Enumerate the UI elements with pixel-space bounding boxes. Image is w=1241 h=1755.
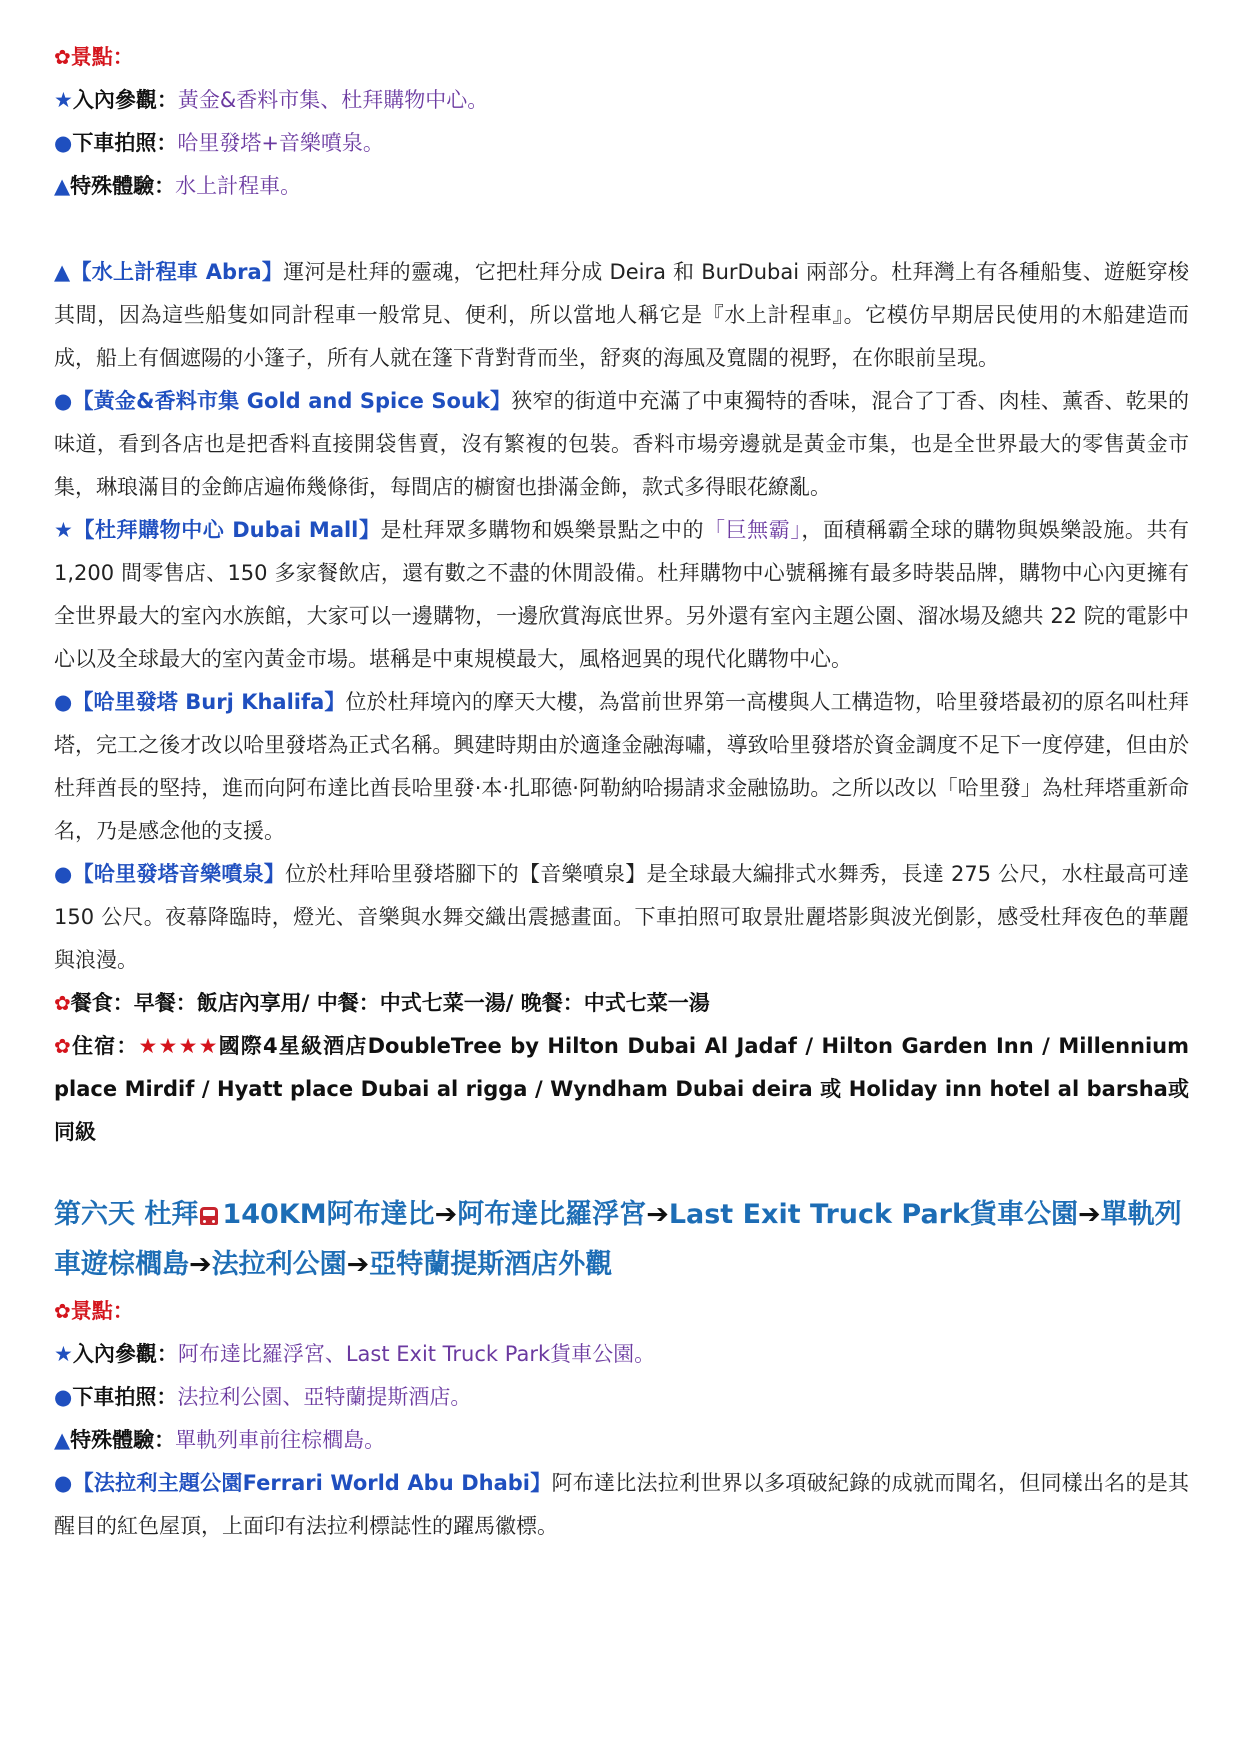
dot-icon: ● — [54, 131, 73, 155]
dot-icon: ● — [54, 1471, 73, 1495]
flower-icon: ✿ — [54, 1034, 72, 1058]
triangle-icon: ▲ — [54, 260, 71, 284]
triangle-icon: ▲ — [54, 1428, 71, 1452]
spacer — [54, 208, 1189, 251]
day6-title: 第六天 杜拜 140KM阿布達比➔阿布達比羅浮宮➔Last Exit Truck Park貨車公園➔單軌列車遊棕櫚島➔法拉利公園➔亞特蘭提斯酒店外觀 — [54, 1199, 1182, 1280]
special-line: ▲特殊體驗：水上計程車。 — [54, 174, 302, 198]
triangle-icon: ▲ — [54, 174, 71, 198]
flower-icon: ✿ — [54, 991, 71, 1015]
arrow-icon: ➔ — [646, 1199, 669, 1230]
arrow-icon: ➔ — [1077, 1199, 1101, 1230]
arrow-icon: ➔ — [189, 1249, 212, 1280]
dot-icon: ● — [54, 389, 73, 413]
desc-souk: ●【黃金&香料市集 Gold and Spice Souk】狹窄的街道中充滿了中東獨特的香味，混合了丁香、肉桂、薰香、乾果的味道，看到各店也是把香料直接開袋售賣，沒有繁複的包裝。香料市場旁邊就是黃金市集，也是全世界最大的零售黃金市集，琳琅滿目的金飾店遍佈幾條街，每間店的櫥窗也掛滿金飾，款式多得眼花繚亂。 — [54, 389, 1190, 499]
attractions-heading: ✿景點： — [54, 45, 134, 69]
star-icon: ★ — [54, 518, 74, 542]
star-rating: ★★★★ — [138, 1034, 219, 1058]
attractions-heading-2: ✿景點： — [54, 1299, 134, 1323]
desc-dubai-mall: ★【杜拜購物中心 Dubai Mall】是杜拜眾多購物和娛樂景點之中的「巨無霸」，面積稱霸全球的購物與娛樂設施。共有 1,200 間零售店、150 多家餐飲店，還有數之不盡的休閒設備。杜拜購物中心號稱擁有最多時裝品牌，購物中心內更擁有全世界最大的室內水族館，大家可以一邊購物，一邊欣賞海底世界。另外還有室內主題公園、溜冰場及總共 22 院的電影中心以及全球最大的室內黃金市場。堪稱是中東規模最大，風格迥異的現代化購物中心。 — [54, 518, 1190, 671]
bus-icon — [200, 1207, 218, 1225]
dot-icon: ● — [54, 1385, 73, 1409]
star-icon: ★ — [54, 88, 73, 112]
arrow-icon: ➔ — [434, 1199, 458, 1230]
star-icon: ★ — [54, 1342, 73, 1366]
arrow-icon: ➔ — [346, 1249, 370, 1280]
meals-line: ✿餐食：早餐：飯店內享用/ 中餐：中式七菜一湯/ 晚餐：中式七菜一湯 — [54, 991, 710, 1015]
photo-line: ●下車拍照：哈里發塔+音樂噴泉。 — [54, 131, 384, 155]
desc-fountain: ●【哈里發塔音樂噴泉】位於杜拜哈里發塔腳下的【音樂噴泉】是全球最大編排式水舞秀，長達 275 公尺，水柱最高可達 150 公尺。夜幕降臨時，燈光、音樂與水舞交織出震撼畫面。下車拍照可取景壯麗塔影與波光倒影，感受杜拜夜色的華麗與浪漫。 — [54, 862, 1190, 972]
flower-icon: ✿ — [54, 45, 71, 69]
desc-burj-khalifa: ●【哈里發塔 Burj Khalifa】位於杜拜境內的摩天大樓，為當前世界第一高樓與人工構造物，哈里發塔最初的原名叫杜拜塔，完工之後才改以哈里發塔為正式名稱。興建時期由於適逢金融海嘯，導致哈里發塔於資金調度不足下一度停建，但由於杜拜酋長的堅持，進而向阿布達比酋長哈里發·本·扎耶德·阿勒納哈揚請求金融協助。之所以改以「哈里發」為杜拜塔重新命名，乃是感念他的支援。 — [54, 690, 1189, 843]
visit-line: ★入內參觀：黃金&香料市集、杜拜購物中心。 — [54, 88, 489, 112]
dot-icon: ● — [54, 862, 73, 886]
desc-ferrari-world: ●【法拉利主題公園Ferrari World Abu Dhabi】阿布達比法拉利世界以多項破紀錄的成就而聞名，但同樣出名的是其醒目的紅色屋頂，上面印有法拉利標誌性的躍馬徽標。 — [54, 1471, 1190, 1538]
dot-icon: ● — [54, 690, 73, 714]
visit-line-2: ★入內參觀：阿布達比羅浮宮、Last Exit Truck Park貨車公園。 — [54, 1342, 656, 1366]
desc-abra: ▲【水上計程車 Abra】運河是杜拜的靈魂，它把杜拜分成 Deira 和 BurDubai 兩部分。杜拜灣上有各種船隻、遊艇穿梭其間，因為這些船隻如同計程車一般常見、便利，所以當地人稱它是『水上計程車』。它模仿早期居民使用的木船建造而成，船上有個遮陽的小篷子，所有人就在篷下背對背而坐，舒爽的海風及寬闊的視野，在你眼前呈現。 — [54, 260, 1189, 370]
flower-icon: ✿ — [54, 1299, 71, 1323]
lodging-line: ✿住宿：★★★★國際4星級酒店DoubleTree by Hilton Dubai Al Jadaf / Hilton Garden Inn / Millennium place Mirdif / Hyatt place Dubai al rigga / Wyndham Dubai deira 或 Holiday inn hotel al barsha或同級 — [54, 1034, 1189, 1144]
photo-line-2: ●下車拍照：法拉利公園、亞特蘭提斯酒店。 — [54, 1385, 472, 1409]
special-line-2: ▲特殊體驗：單軌列車前往棕櫚島。 — [54, 1428, 386, 1452]
